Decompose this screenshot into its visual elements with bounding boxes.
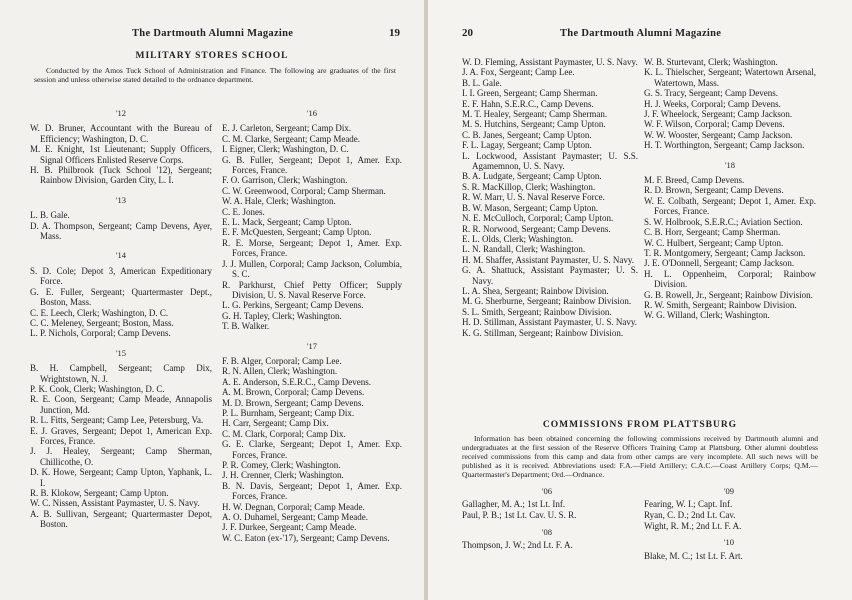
roster-entry: I. Eigner, Clerk; Washington, D. C.: [222, 144, 349, 155]
roster-entry: H. Carr, Sergeant; Camp Dix.: [222, 418, 329, 429]
class-year-heading: '17: [306, 340, 318, 351]
roster-entry: J. F. Wheelock, Sergeant; Camp Jackson.: [644, 109, 793, 120]
roster-entry: W. W. Wooster, Sergeant; Camp Jackson.: [644, 129, 793, 140]
roster-entry: S. D. Cole; Depot 3, American Expeditionary Force.: [30, 265, 212, 287]
class-year-heading: '10: [723, 537, 735, 548]
commissions-intro: Information has been obtained concerning the following commissions received by Dartmouth alumni and undergraduates at the first session of the Reserve Officers Training Camp at Plattsburg. Other alumni doubtless received commissions from this camp and data from other camps are very incomplete. All such news will be published as it is received. Abbreviations used: F.A.—Field Artillery; C.A.C.—Coast Artillery Corps; Q.M.—Quartermaster's Department; Ord.—Ordnance.: [462, 434, 818, 479]
roster-entry: G. A. Shattuck, Assistant Paymaster; U. S. Navy.: [462, 265, 638, 286]
roster-entry: G. E. Fuller, Sergeant; Quartermaster Dept., Boston, Mass.: [30, 286, 212, 308]
roster-entry: E. F. McQuesten, Sergeant; Camp Upton.: [222, 227, 372, 238]
roster-entry: W. C. Eaton (ex-'17), Sergeant; Camp Devens.: [222, 532, 390, 543]
roster-entry: B. A. Ludgate, Sergeant; Camp Upton.: [462, 171, 602, 182]
right-column-2: [644, 57, 816, 321]
roster-entry: H. L. Oppenheim, Corporal; Rainbow Division.: [644, 268, 816, 290]
roster-entry: W. D. Fleming, Assistant Paymaster, U. S. Navy.: [462, 57, 638, 67]
commissions-column-2: [644, 486, 814, 561]
roster-entry: S. W. Holbrook, S.E.R.C.; Aviation Section.: [644, 216, 803, 227]
running-head-left: The Dartmouth Alumni Magazine: [132, 28, 294, 39]
roster-entry: E. L. Olds, Clerk; Washington.: [462, 233, 574, 244]
roster-entry: L. Lockwood, Assistant Paymaster; U. S.S. Agamemnon, U. S. Navy.: [462, 150, 638, 172]
roster-entry: R. B. Klokow, Sergeant; Camp Upton.: [30, 488, 169, 498]
roster-entry: E. F. Hahn, S.E.R.C., Camp Devens.: [462, 98, 594, 109]
roster-entry: H. B. Philbrook (Tuck School '12), Sergeant; Rainbow Division, Garden City, L. I.: [30, 165, 212, 186]
roster-entry: B. W. Mason, Sergeant; Camp Upton.: [462, 202, 599, 213]
roster-entry: L. G. Perkins, Sergeant; Camp Devens.: [222, 300, 364, 311]
roster-entry: R. W. Marr, U. S. Naval Reserve Force.: [462, 192, 605, 203]
roster-entry: P. R. Comey, Clerk; Washington.: [222, 460, 341, 470]
roster-entry: C. E. Jones.: [222, 206, 265, 217]
roster-entry: A. B. Sullivan, Sergeant; Quartermaster Depot, Boston.: [30, 508, 212, 530]
roster-entry: C. M. Clark, Corporal; Camp Dix.: [222, 428, 346, 439]
roster-entry: J. A. Fox, Sergeant; Camp Lee.: [462, 67, 575, 78]
roster-entry: F. B. Alger, Corporal; Camp Lee.: [222, 355, 342, 366]
roster-entry: W. C. Hulbert, Sergeant; Camp Upton.: [644, 237, 784, 248]
class-year-heading: '14: [115, 250, 127, 261]
roster-entry: J. H. Crenner, Clerk; Washington.: [222, 470, 344, 481]
roster-entry: D. A. Thompson, Sergeant; Camp Devens, Ayer, Mass.: [30, 220, 212, 242]
roster-entry: Paul, P. B.; 1st Lt. Cav. U. S. R.: [462, 510, 577, 520]
roster-entry: M. E. Knight, 1st Lieutenant; Supply Officers, Signal Officers Enlisted Reserve Corps.: [30, 144, 212, 165]
class-year-heading: '18: [724, 159, 736, 170]
roster-entry: B. H. Campbell, Sergeant; Camp Dix, Wrightstown, N. J.: [30, 363, 212, 384]
roster-entry: N. E. McCulloch, Corporal; Camp Upton.: [462, 213, 614, 224]
roster-entry: S. L. Smith, Sergeant; Rainbow Division.: [462, 306, 612, 317]
roster-entry: G. H. Tapley, Clerk; Washington.: [222, 310, 342, 321]
roster-entry: T. R. Montgomery, Sergeant; Camp Jackson.: [644, 247, 806, 258]
roster-entry: C. W. Greenwood, Corporal; Camp Sherman.: [222, 185, 386, 196]
roster-entry: H. W. Degnan, Corporal; Camp Meade.: [222, 501, 365, 512]
roster-entry: R. E. Coon, Sergeant; Camp Meade, Annapolis Junction, Md.: [30, 394, 212, 415]
roster-entry: E. J. Carleton, Sergeant; Camp Dix.: [222, 123, 352, 134]
commissions-column-1: [462, 486, 632, 551]
roster-entry: C. C. Meleney, Sergeant; Boston, Mass.: [30, 317, 174, 328]
roster-entry: H. J. Weeks, Corporal; Camp Devens.: [644, 98, 781, 109]
roster-entry: J. J. Mullen, Corporal; Camp Jackson, Columbia, S. C.: [222, 258, 402, 280]
roster-entry: R. E. Morse, Sergeant; Depot 1, Amer. Exp. Forces, France.: [222, 237, 402, 259]
left-page: [0, 0, 424, 600]
roster-entry: M. G. Sherburne, Sergeant; Rainbow Division.: [462, 296, 632, 307]
roster-entry: H. M. Shaffer, Assistant Paymaster, U. S. Navy.: [462, 254, 635, 265]
left-column-1: [30, 108, 212, 530]
roster-entry: I. I. Green, Sergeant; Camp Sherman.: [462, 88, 598, 99]
roster-entry: F. O. Garrison, Clerk; Washington.: [222, 175, 348, 186]
section-title-military-stores: MILITARY STORES SCHOOL: [135, 51, 289, 61]
roster-entry: Wight, R. M.; 2nd Lt. F. A.: [644, 520, 742, 531]
roster-entry: L. A. Shea, Sergeant; Rainbow Division.: [462, 285, 609, 296]
roster-entry: W. F. Wilson, Corporal; Camp Devens.: [644, 119, 785, 130]
roster-entry: A. E. Anderson, S.E.R.C., Camp Devens.: [222, 376, 371, 387]
roster-entry: S. R. MacKillop, Clerk; Washington.: [462, 181, 596, 192]
roster-entry: Gallagher, M. A.; 1st Lt. Inf.: [462, 499, 566, 510]
running-head-right: The Dartmouth Alumni Magazine: [560, 28, 722, 39]
roster-entry: L. P. Nichols, Corporal; Camp Devens.: [30, 328, 171, 339]
roster-entry: J. E. O'Donnell, Sergeant; Camp Jackson.: [644, 258, 795, 269]
roster-entry: R. R. Norwood, Sergeant; Camp Devens.: [462, 223, 611, 234]
roster-entry: R. Parkhurst, Chief Petty Officer; Supply Division, U. S. Naval Reserve Force.: [222, 279, 402, 300]
roster-entry: L. N. Randall, Clerk; Washington.: [462, 244, 586, 255]
roster-entry: C. E. Leech, Clerk; Washington, D. C.: [30, 307, 169, 318]
roster-entry: P. K. Cook, Clerk; Washington, D. C.: [30, 383, 165, 394]
class-year-heading: '15: [115, 347, 127, 358]
class-year-heading: '12: [115, 108, 127, 118]
roster-entry: W. B. Sturtevant, Clerk; Washington.: [644, 57, 778, 67]
class-year-heading: '13: [115, 194, 127, 205]
roster-entry: Ryan, C. D.; 2nd Lt. Cav.: [644, 510, 736, 520]
roster-entry: G. B. Fuller, Sergeant; Depot 1, Amer. Exp. Forces, France.: [222, 154, 402, 176]
roster-entry: W. E. Colbath, Sergeant; Depot 1, Amer. Exp. Forces, France.: [644, 195, 816, 217]
roster-entry: C. B. Horr, Sergeant; Camp Sherman.: [644, 227, 781, 238]
right-page: [428, 0, 852, 600]
roster-entry: J. F. Durkee, Sergeant; Camp Meade.: [222, 522, 357, 533]
roster-entry: E. J. Graves, Sergeant; Depot 1, American Exp. Forces, France.: [30, 425, 212, 446]
roster-entry: M. D. Brown, Sergeant; Camp Devens.: [222, 397, 364, 408]
roster-entry: Blake, M. C.; 1st Lt. F. Art.: [644, 550, 743, 561]
roster-entry: G. E. Clarke, Sergeant; Depot 1, Amer. Exp. Forces, France.: [222, 439, 402, 460]
roster-entry: H. D. Stillman, Assistant Paymaster, U. S. Navy.: [462, 317, 638, 328]
section-title-commissions: COMMISSIONS FROM PLATTSBURG: [542, 420, 738, 430]
roster-entry: B. N. Davis, Sergeant; Depot 1, Amer. Exp. Forces, France.: [222, 480, 402, 502]
roster-entry: Thompson, J. W.; 2nd Lt. F. A.: [462, 540, 573, 550]
roster-entry: B. L. Gale.: [462, 77, 502, 88]
roster-entry: C. B. Janes, Sergeant; Camp Upton.: [462, 129, 592, 140]
left-column-2: [222, 108, 402, 543]
class-year-heading: '16: [306, 108, 318, 118]
right-column-1: [462, 57, 638, 338]
roster-entry: W. G. Willand, Clerk; Washington.: [644, 310, 770, 321]
roster-entry: M. S. Hutchins, Sergeant; Camp Upton.: [462, 119, 606, 130]
roster-entry: A. O. Duhamel, Sergeant; Camp Meade.: [222, 512, 369, 523]
page-number-left: 19: [389, 27, 400, 39]
roster-entry: E. L. Mack, Sergeant; Camp Upton.: [222, 217, 352, 228]
roster-entry: P. L. Burnham, Sergeant; Camp Dix.: [222, 407, 355, 418]
roster-entry: D. K. Howe, Sergeant; Camp Upton, Yaphank, L. I.: [30, 467, 212, 488]
class-year-heading: '09: [723, 486, 735, 496]
roster-entry: W. A. Hale, Clerk; Washington.: [222, 196, 336, 207]
roster-entry: T. B. Walker.: [222, 321, 270, 332]
roster-entry: L. B. Gale.: [30, 210, 70, 221]
page-number-right: 20: [462, 27, 473, 39]
roster-entry: M. T. Healey, Sergeant; Camp Sherman.: [462, 109, 608, 120]
roster-entry: W. D. Bruner, Accountant with the Bureau of Efficiency; Washington, D. C.: [30, 123, 212, 144]
roster-entry: R. W. Smith, Sergeant; Rainbow Division.: [644, 299, 797, 310]
roster-entry: J. J. Healey, Sergeant; Camp Sherman, Chillicothe, O.: [30, 446, 212, 467]
roster-entry: M. F. Breed, Camp Devens.: [644, 175, 745, 186]
roster-entry: F. L. Lagay, Sergeant; Camp Upton.: [462, 140, 592, 151]
roster-entry: Fearing, W. I.; Capt. Inf.: [644, 499, 733, 510]
roster-entry: W. C. Nissen, Assistant Paymaster, U. S. Navy.: [30, 498, 200, 509]
roster-entry: R. L. Fitts, Sergeant; Camp Lee, Petersburg, Va.: [30, 415, 204, 426]
roster-entry: G. S. Tracy, Sergeant; Camp Devens.: [644, 88, 778, 99]
intro-paragraph: Conducted by the Amos Tuck School of Administration and Finance. The following are graduates of the first session and unless otherwise stated detailed to the ordnance department.: [34, 66, 396, 84]
roster-entry: A. M. Brown, Corporal; Camp Devens.: [222, 387, 365, 398]
roster-entry: G. B. Rowell, Jr., Sergeant; Rainbow Division.: [644, 289, 813, 300]
roster-entry: K. L. Thielscher, Sergeant; Watertown Arsenal, Watertown, Mass.: [644, 67, 816, 88]
roster-entry: K. G. Stillman, Sergeant; Rainbow Division.: [462, 327, 624, 338]
roster-entry: H. T. Worthington, Sergeant; Camp Jackson.: [644, 140, 805, 151]
class-year-heading: '08: [541, 526, 553, 537]
roster-entry: R. N. Allen, Clerk; Washington.: [222, 366, 338, 377]
roster-entry: C. M. Clarke, Sergeant; Camp Meade.: [222, 133, 361, 144]
class-year-heading: '06: [541, 486, 553, 496]
roster-entry: R. D. Brown, Sergeant; Camp Devens.: [644, 185, 784, 196]
